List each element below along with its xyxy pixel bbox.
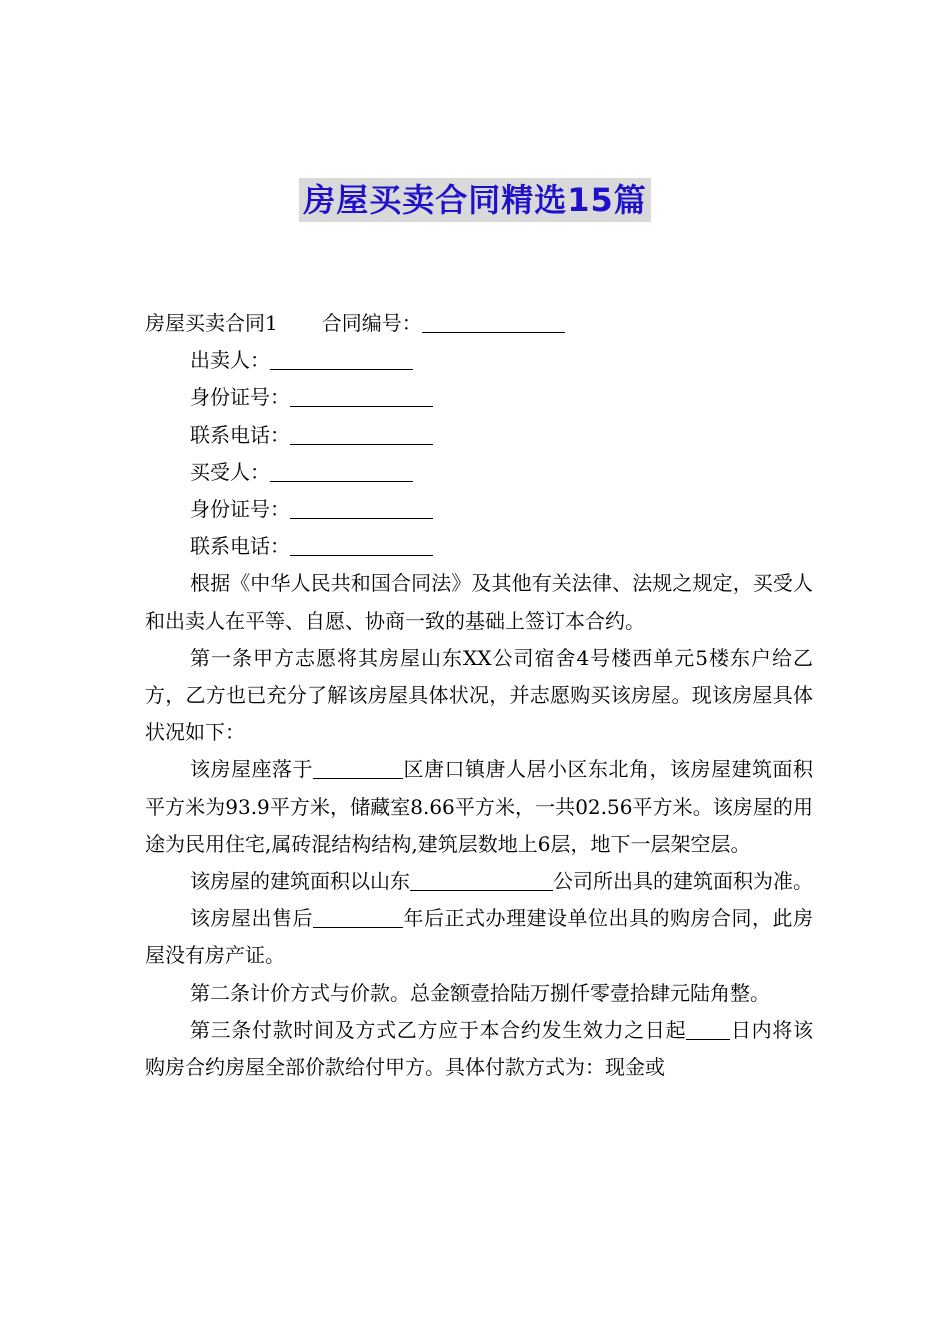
field-label: 身份证号： <box>190 497 290 522</box>
seller-field <box>145 342 813 379</box>
paragraph-article-2: 第二条计价方式与价款。总金额壹拾陆万捌仟零壹拾肆元陆角整。 <box>190 980 770 1005</box>
buyer-phone-field <box>145 528 813 565</box>
field-label: 买受人： <box>190 459 270 484</box>
field-blank <box>290 382 433 407</box>
paragraph-area-basis: 该房屋的建筑面积以山东 公司所出具的建筑面积为准。 <box>145 863 813 900</box>
buyer-id-field <box>145 491 813 528</box>
field-blank <box>290 420 433 445</box>
contract-header-line <box>145 305 813 342</box>
paragraph-article-1: 第一条甲方志愿将其房屋山东XX公司宿舍4号楼西单元5楼东户给乙方，乙方也已充分了解该房屋具体状况，并志愿购买该房屋。现该房屋具体状况如下： <box>145 645 813 745</box>
field-label: 身份证号： <box>190 385 290 410</box>
company-blank <box>410 866 553 891</box>
field-label: 联系电话： <box>190 422 290 447</box>
field-label: 出卖人： <box>190 348 270 373</box>
document-body <box>145 305 813 1086</box>
years-blank <box>313 903 403 928</box>
paragraph-location: 该房屋座落于 区唐口镇唐人居小区东北角，该房屋建筑面积平方米为93.9平方米，储藏室8.66平方米，一共02.56平方米。该房屋的用途为民用住宅,属砖混结构结构,建筑层数地上6层，地下一层架空层。 <box>145 751 813 863</box>
days-blank <box>686 1015 730 1040</box>
field-blank <box>290 494 433 519</box>
seller-phone-field <box>145 417 813 454</box>
contract-number-blank <box>422 308 565 333</box>
seller-id-field <box>145 379 813 416</box>
contract-number-label: 合同编号： <box>321 311 422 335</box>
field-label: 联系电话： <box>190 534 290 559</box>
field-blank <box>270 345 413 370</box>
buyer-field <box>145 454 813 491</box>
document-title: 房屋买卖合同精选15篇 <box>299 178 651 222</box>
paragraph-after-sale: 该房屋出售后 年后正式办理建设单位出具的购房合同，此房屋没有房产证。 <box>145 900 813 974</box>
paragraph-article-3: 第三条付款时间及方式乙方应于本合约发生效力之日起 日内将该购房合约房屋全部价款给付甲方。具体付款方式为：现金或 <box>145 1012 813 1086</box>
district-blank <box>313 754 403 779</box>
paragraph-legal-basis: 根据《中华人民共和国合同法》及其他有关法律、法规之规定，买受人和出卖人在平等、自愿、协商一致的基础上签订本合约。 <box>145 571 813 633</box>
field-blank <box>290 531 433 556</box>
contract-name: 房屋买卖合同1 <box>145 311 278 335</box>
document-title-wrap <box>0 178 950 222</box>
field-blank <box>270 457 413 482</box>
